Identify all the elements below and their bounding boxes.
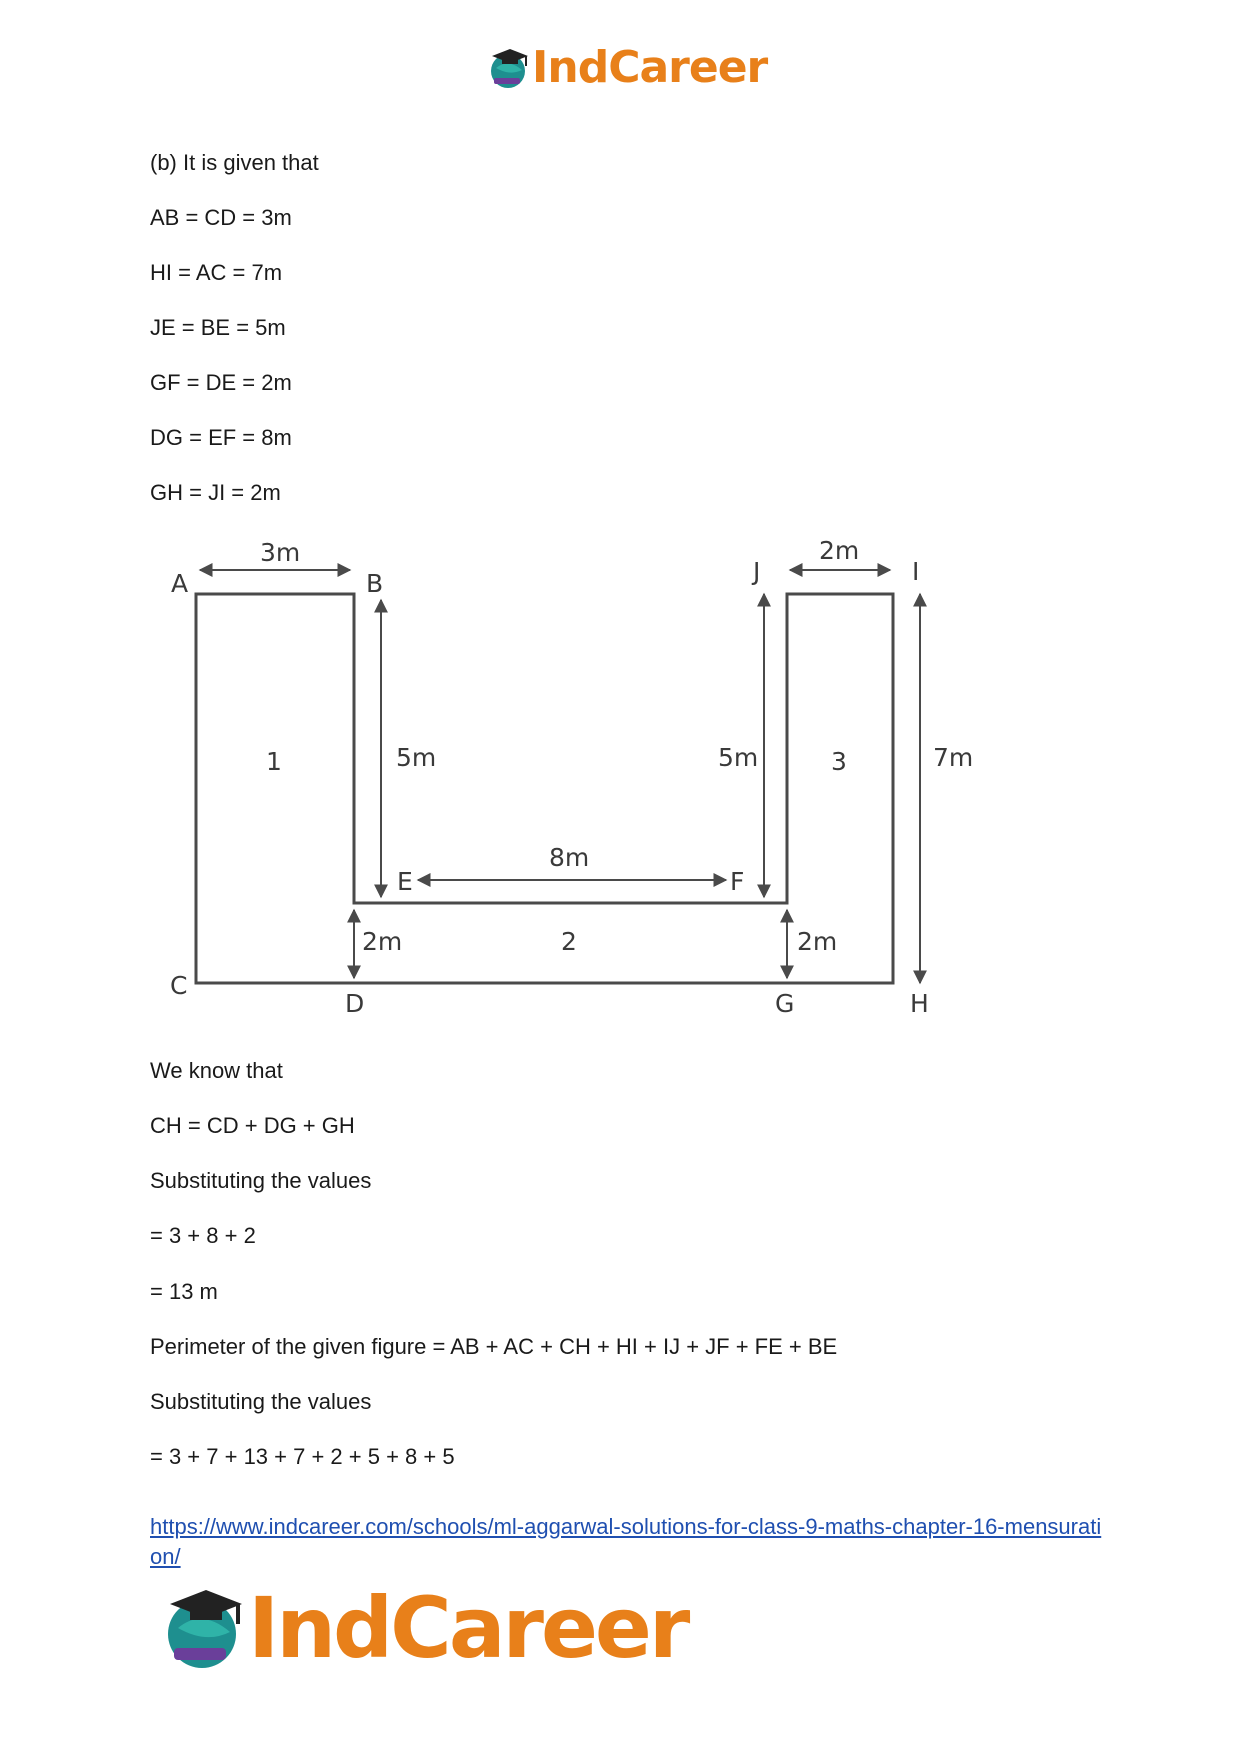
- vertex-label-e: E: [397, 867, 413, 896]
- region-label-1: 1: [266, 747, 282, 776]
- given-line: JE = BE = 5m: [150, 315, 286, 340]
- solution-line: Perimeter of the given figure = AB + AC + CH + HI + IJ + JF + FE + BE: [150, 1334, 838, 1359]
- dimension-label-jf: 5m: [718, 743, 759, 772]
- solution-line: Substituting the values: [150, 1168, 372, 1193]
- vertex-label-c: C: [170, 971, 188, 1000]
- solution-line: CH = CD + DG + GH: [150, 1113, 355, 1138]
- intro-text: (b) It is given that: [150, 150, 319, 175]
- given-line: GH = JI = 2m: [150, 480, 281, 505]
- header-logo: [488, 40, 767, 96]
- solution-line: We know that: [150, 1058, 283, 1083]
- footer-logo: [162, 1578, 687, 1678]
- solution-line: = 3 + 8 + 2: [150, 1223, 256, 1248]
- given-line: HI = AC = 7m: [150, 260, 283, 285]
- dimension-label-ef: 8m: [549, 843, 590, 872]
- u-shape-figure: [150, 540, 990, 1020]
- dimension-label-ji: 2m: [819, 540, 860, 565]
- graduation-globe-icon: [162, 1584, 246, 1672]
- dimension-label-be: 5m: [396, 743, 437, 772]
- vertex-label-a: A: [171, 569, 189, 598]
- given-line: AB = CD = 3m: [150, 205, 292, 230]
- vertex-label-b: B: [366, 569, 384, 598]
- solution-line: = 3 + 7 + 13 + 7 + 2 + 5 + 8 + 5: [150, 1444, 455, 1469]
- graduation-globe-icon: [488, 46, 530, 90]
- vertex-label-h: H: [910, 989, 929, 1018]
- dimension-label-gf: 2m: [797, 927, 838, 956]
- given-line: GF = DE = 2m: [150, 370, 292, 395]
- dimension-label-ab: 3m: [260, 540, 301, 567]
- dimension-label-de: 2m: [362, 927, 403, 956]
- region-label-3: 3: [831, 747, 847, 776]
- solution-line: Substituting the values: [150, 1389, 372, 1414]
- header-logo-text: IndCareer: [532, 42, 768, 93]
- vertex-label-f: F: [730, 867, 745, 896]
- given-line: DG = EF = 8m: [150, 425, 292, 450]
- region-label-2: 2: [561, 927, 577, 956]
- vertex-label-d: D: [345, 989, 365, 1018]
- vertex-label-g: G: [775, 989, 795, 1018]
- dimension-label-hi: 7m: [933, 743, 974, 772]
- vertex-label-i: I: [912, 557, 920, 586]
- shape-outline: [196, 594, 893, 983]
- source-link[interactable]: https://www.indcareer.com/schools/ml-aggarwal-solutions-for-class-9-maths-chapter-16-mensuration/: [150, 1514, 1102, 1569]
- vertex-label-j: J: [753, 557, 761, 586]
- solution-line: = 13 m: [150, 1279, 218, 1304]
- footer-logo-text: IndCareer: [248, 1579, 688, 1677]
